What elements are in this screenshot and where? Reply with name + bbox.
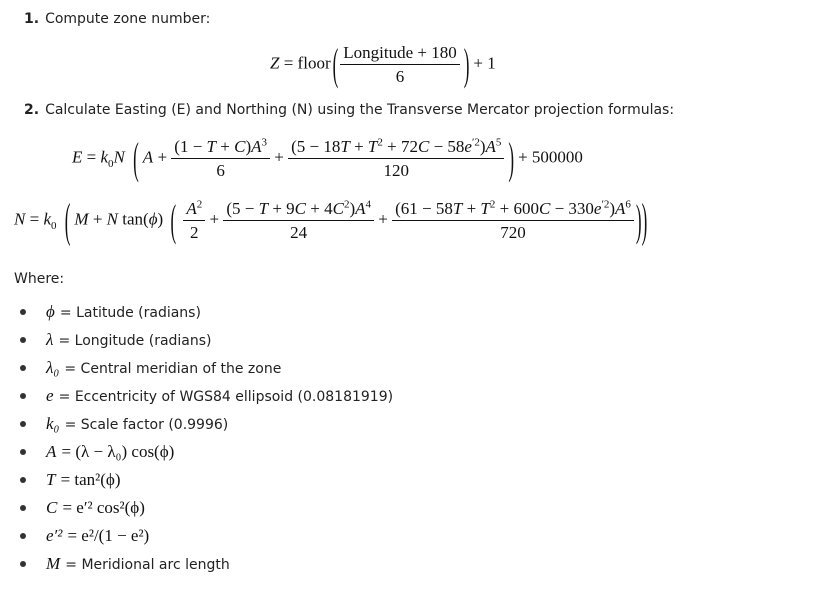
bullet-icon <box>20 533 26 539</box>
list-item <box>0 298 833 326</box>
bullet-icon <box>20 421 26 427</box>
definition-symbol: λ <box>46 330 54 349</box>
definition-symbol: C <box>46 498 58 517</box>
list-item <box>0 382 833 410</box>
bullet-icon <box>20 477 26 483</box>
list-item <box>0 326 833 354</box>
definition-text: = Central meridian of the zone <box>64 361 282 377</box>
bullet-icon <box>20 505 26 511</box>
definition-text: = Latitude (radians) <box>59 305 201 321</box>
list-item <box>0 494 833 522</box>
bullet-icon <box>20 393 26 399</box>
definition-symbol: ϕ <box>46 302 55 321</box>
definition-text: = tan²(ϕ) <box>60 470 121 489</box>
northing-formula: $N = k_0$ ( M + N tan(ϕ) ( $\frac{A^2}{2}$ + $\frac{(5 - T + 9C + 4C^2)A^4}{24}$ + $\frac{(61 - 58T + T^2 + 600C - 330e^{'2})A^6}{720}$ )) <box>14 193 648 248</box>
definition-symbol: λ₀ <box>46 358 60 377</box>
definition-text: = e′² cos²(ϕ) <box>62 498 145 517</box>
definition-text: = Eccentricity of WGS84 ellipsoid (0.08181919) <box>58 389 394 405</box>
where-label: Where: <box>14 271 65 287</box>
step-text: Compute zone number: <box>45 11 211 27</box>
zone-formula: Z = floor ( $\frac{\text{Longitude + 180}}{6}$ ) + 1 <box>270 39 496 90</box>
definition-text: = Meridional arc length <box>65 557 230 573</box>
step-text: Calculate Easting (E) and Northing (N) using the Transverse Mercator projection formulas: <box>45 102 675 118</box>
definition-text: = e²/(1 − e²) <box>67 526 150 545</box>
definitions-list <box>0 298 833 588</box>
definition-symbol: k₀ <box>46 414 60 433</box>
definition-symbol: M <box>46 554 61 573</box>
bullet-icon <box>20 365 26 371</box>
easting-formula: $E = k_0N$ ( A + $\frac{(1 - T + C)A^3}{6}$ + $\frac{(5 - 18T + T^2 + 72C - 58e^{'2})A^5}{120}$ ) + 500000 <box>72 133 583 184</box>
step-number: 1. <box>24 11 40 27</box>
bullet-icon <box>20 449 26 455</box>
step-1 <box>24 10 210 28</box>
step-2 <box>24 101 674 119</box>
list-item <box>0 410 833 438</box>
definition-symbol: A <box>46 442 57 461</box>
definition-symbol: e <box>46 386 54 405</box>
bullet-icon <box>20 561 26 567</box>
bullet-icon <box>20 309 26 315</box>
list-item <box>0 550 833 578</box>
list-item <box>0 466 833 494</box>
definition-text: = Longitude (radians) <box>58 333 212 349</box>
list-item <box>0 438 833 466</box>
step-number: 2. <box>24 102 40 118</box>
list-item <box>0 522 833 550</box>
definition-text: = Scale factor (0.9996) <box>64 417 229 433</box>
definition-symbol: e′² <box>46 526 63 545</box>
list-item <box>0 354 833 382</box>
definition-text: = (λ − λ₀) cos(ϕ) <box>61 442 175 461</box>
bullet-icon <box>20 337 26 343</box>
definition-symbol: T <box>46 470 56 489</box>
